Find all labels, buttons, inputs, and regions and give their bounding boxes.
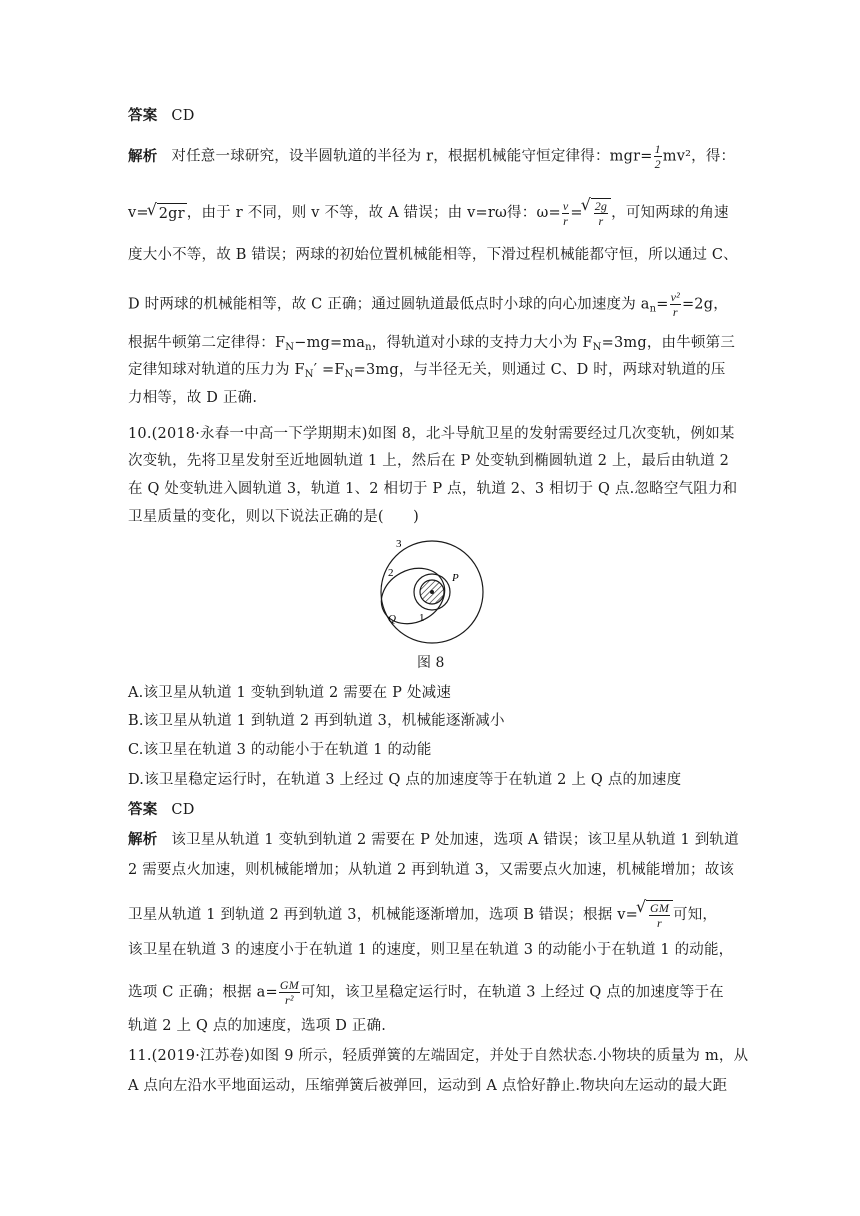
text: 2 需要点火加速，则机械能增加；从轨道 2 再到轨道 3，又需要点火加速，机械能增加；故该 — [128, 862, 735, 878]
text: 卫星从轨道 1 到轨道 2 再到轨道 3，机械能逐渐增加，选项 B 错误；根据 v= — [128, 907, 638, 923]
subscript: N — [285, 342, 295, 353]
sqrt — [157, 203, 187, 224]
q11-stem-line-2 — [128, 1076, 738, 1096]
text: =3mg，与半径无关，则通过 C、D 时，两球对轨道的压 — [353, 362, 726, 378]
fraction — [670, 290, 681, 319]
q10-answer-line — [128, 800, 738, 820]
q10-analysis-line-6 — [128, 1016, 738, 1036]
text: ，由于 r 不同，则 v 不等，故 A 错误；由 v=rω得：ω= — [186, 205, 561, 221]
q10-analysis-line-1 — [128, 830, 738, 850]
denominator: r — [563, 213, 569, 228]
figure-caption: 图 8 — [417, 655, 445, 671]
q9-analysis-line-5 — [128, 333, 738, 358]
text: 选项 C 正确；根据 a= — [128, 984, 278, 1001]
text: 卫星质量的变化，则以下说法正确的是( ) — [128, 509, 420, 525]
fraction — [649, 901, 670, 930]
answer-value: CD — [171, 108, 195, 124]
point-q-label: Q — [388, 613, 396, 625]
q10-option-b — [128, 711, 738, 731]
text: ，得轨道对小球的支持力大小为 F — [371, 335, 593, 351]
text: 根据牛顿第二定律得：F — [128, 335, 286, 351]
fraction — [279, 978, 300, 1007]
q9-analysis-line-2 — [128, 198, 738, 228]
subscript: n — [365, 342, 372, 353]
subscript: N — [344, 369, 354, 380]
text: A 点向左沿水平地面运动，压缩弹簧后被弹回，运动到 A 点恰好静止.物块向左运动的最大距 — [128, 1078, 728, 1094]
text: = — [656, 296, 669, 313]
denominator: 2 — [654, 157, 661, 171]
numerator: v² — [670, 290, 680, 304]
q9-answer-line — [128, 106, 738, 126]
earth-center — [430, 590, 434, 594]
text: 次变轨，先将卫星发射至近地圆轨道 1 上，然后在 P 处变轨到椭圆轨道 2 上，最后由轨道 2 — [128, 453, 730, 469]
text: 可知， — [673, 907, 718, 923]
denominator: r — [672, 305, 678, 319]
text: 该卫星在轨道 3 的速度小于在轨道 1 的速度，则卫星在轨道 3 的动能小于在轨道 1 的动能， — [128, 942, 734, 958]
text: = — [570, 205, 583, 221]
text: ，可知两球的角速 — [611, 205, 729, 221]
q10-stem-line-1 — [128, 424, 738, 444]
orbit-1-label: 1 — [419, 612, 425, 624]
sqrt — [646, 900, 673, 930]
text: A.该卫星从轨道 1 变轨到轨道 2 需要在 P 处减速 — [128, 685, 452, 701]
text: v= — [128, 205, 149, 221]
q9-analysis-line-1 — [128, 142, 738, 171]
text: 可知，该卫星稳定运行时，在轨道 3 上经过 Q 点的加速度等于在 — [300, 984, 724, 1001]
answer-value: CD — [171, 802, 195, 818]
denominator: r — [657, 916, 662, 930]
fraction — [562, 199, 570, 228]
q10-stem-line-4 — [128, 507, 738, 527]
text: 10.(2018·永春一中高一下学期期末)如图 8，北斗导航卫星的发射需要经过几次变轨，例如某 — [128, 426, 735, 442]
denominator: r² — [285, 993, 294, 1007]
q9-analysis-line-3 — [128, 245, 738, 265]
text: =2g， — [681, 296, 728, 313]
text: D 时两球的机械能相等，故 C 正确；通过圆轨道最低点时小球的向心加速度为 a — [128, 296, 650, 313]
q10-option-c — [128, 740, 738, 760]
numerator: √ 2g — [594, 199, 608, 213]
text: C.该卫星在轨道 3 的动能小于在轨道 1 的动能 — [128, 742, 432, 758]
fraction — [654, 142, 662, 171]
numerator: v — [562, 198, 569, 213]
answer-label: 答案 — [128, 107, 158, 124]
q10-analysis-line-3 — [128, 900, 738, 930]
numerator: 1 — [654, 142, 661, 156]
text: 对任意一球研究，设半圆轨道的半径为 r，根据机械能守恒定律得：mgr= — [171, 148, 653, 165]
q10-option-a — [128, 683, 738, 703]
analysis-label: 解析 — [128, 831, 158, 848]
text: 11.(2019·江苏卷)如图 9 所示，轻质弹簧的左端固定，并处于自然状态.小物块的质量为 m，从 — [128, 1048, 749, 1064]
q11-stem-line-1 — [128, 1046, 749, 1066]
sqrt — [591, 198, 611, 228]
text: D.该卫星稳定运行时，在轨道 3 上经过 Q 点的加速度等于在轨道 2 上 Q 点的加速度 — [128, 772, 682, 788]
orbit-3-label: 3 — [396, 538, 402, 550]
text: 在 Q 处变轨进入圆轨道 3，轨道 1、2 相切于 P 点，轨道 2、3 相切于 Q 点.忽略空气阻力和 — [128, 481, 738, 497]
text: mv²，得： — [662, 148, 736, 165]
numerator: GM — [279, 978, 299, 992]
denominator: r — [598, 214, 604, 228]
text: B.该卫星从轨道 1 到轨道 2 再到轨道 3，机械能逐渐减小 — [128, 713, 505, 729]
answer-label: 答案 — [128, 801, 158, 818]
orbit-figure — [370, 538, 490, 648]
subscript: N — [592, 342, 602, 353]
text: 轨道 2 上 Q 点的加速度，选项 D 正确. — [128, 1018, 387, 1034]
subscript: n — [649, 303, 657, 315]
q9-analysis-line-7 — [128, 388, 738, 408]
q9-analysis-line-6 — [128, 360, 738, 385]
text: 力相等，故 D 正确. — [128, 390, 258, 406]
numerator: √ GM — [649, 901, 670, 915]
orbit-2-label: 2 — [388, 567, 394, 579]
sqrt-content: 2gr — [158, 205, 185, 222]
text: 定律知球对轨道的压力为 F — [128, 362, 305, 378]
analysis-label: 解析 — [128, 147, 158, 165]
q10-stem-line-2 — [128, 451, 738, 471]
q10-stem-line-3 — [128, 479, 738, 499]
text: =3mg，由牛顿第三 — [601, 335, 736, 351]
q10-analysis-line-4 — [128, 940, 738, 960]
text: ′ =F — [313, 362, 345, 378]
q10-analysis-line-5 — [128, 978, 738, 1007]
fraction — [594, 199, 608, 228]
q10-analysis-line-2 — [128, 860, 738, 880]
point-p-label: P — [452, 572, 459, 584]
q10-option-d — [128, 770, 738, 790]
text: 该卫星从轨道 1 变轨到轨道 2 需要在 P 处加速，选项 A 错误；该卫星从轨道 1 到轨道 — [171, 832, 739, 848]
subscript: N — [304, 369, 314, 380]
text: −mg=ma — [294, 335, 366, 351]
q9-analysis-line-4 — [128, 290, 738, 320]
text: 度大小不等，故 B 错误；两球的初始位置机械能相等，下滑过程机械能都守恒，所以通过 C、 — [128, 247, 738, 263]
